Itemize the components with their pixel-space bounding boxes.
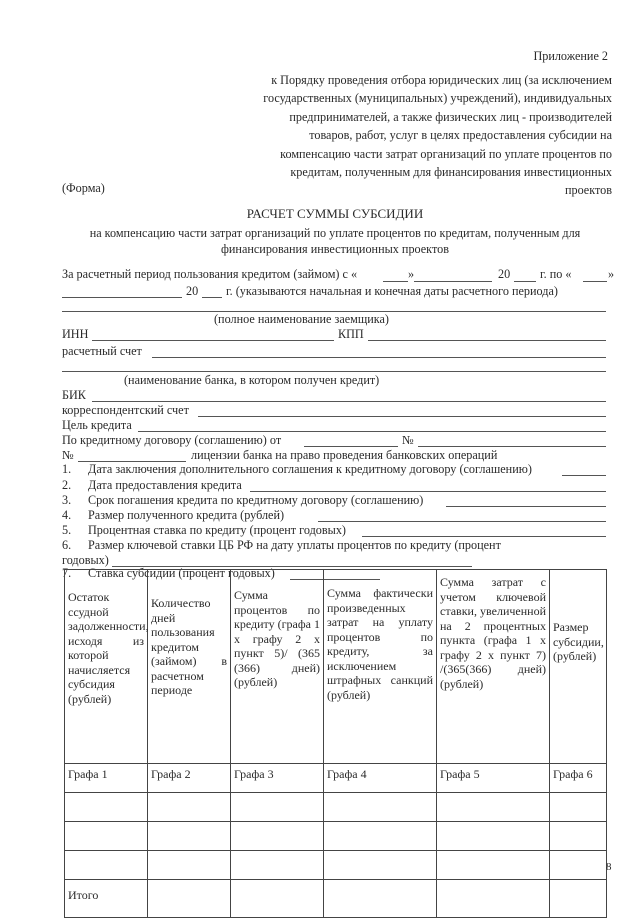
- bik-label: БИК: [62, 388, 86, 402]
- period-day-blank[interactable]: [383, 281, 408, 282]
- column-number: Графа 1: [65, 764, 148, 793]
- table-row: [65, 793, 607, 822]
- table-cell[interactable]: [148, 822, 231, 851]
- quote-close: »: [408, 267, 415, 281]
- item-text: Размер полученного кредита (рублей): [88, 508, 285, 522]
- table-row: [65, 822, 607, 851]
- table-cell[interactable]: [231, 822, 324, 851]
- bank-caption: (наименование банка, в котором получен кредит): [124, 373, 380, 387]
- contract-label: По кредитному договору (соглашению) от: [62, 433, 282, 447]
- appendix-line: товаров, работ, услуг в целях предоставления субсидии на: [309, 128, 612, 143]
- appendix-line: к Порядку проведения отбора юридических лиц (за исключением: [271, 73, 612, 87]
- item-field[interactable]: [250, 491, 606, 492]
- license-label: лицензии банка на право проведения банковских операций: [191, 448, 498, 462]
- subtitle-line-1: на компенсацию части затрат организаций по уплате процентов по кредитам, полученным для: [89, 226, 581, 240]
- item-text-cont: годовых): [62, 553, 109, 567]
- borrower-caption: (полное наименование заемщика): [214, 312, 389, 326]
- account-label: расчетный счет: [62, 344, 142, 358]
- item-num: 5.: [62, 523, 72, 537]
- page-title: РАСЧЕТ СУММЫ СУБСИДИИ: [246, 206, 424, 221]
- table-cell[interactable]: [324, 880, 437, 918]
- corr-account-label: корреспондентский счет: [62, 403, 189, 417]
- appendix-text: [263, 71, 612, 200]
- item-field[interactable]: [362, 536, 606, 537]
- table-cell[interactable]: [550, 880, 607, 918]
- column-number: Графа 6: [550, 764, 607, 793]
- kpp-field[interactable]: [368, 340, 606, 341]
- inn-label: ИНН: [62, 327, 89, 341]
- kpp-label: КПП: [338, 327, 364, 341]
- total-label: Итого: [65, 880, 148, 918]
- year-prefix: 20: [498, 267, 511, 281]
- header-cell: Остаток ссудной задолженности, исходя из которой начисляется субсидия (рублей): [65, 570, 148, 764]
- header-cell: Количество дней пользования кредитом (займом) в расчетном периоде: [148, 570, 231, 764]
- appendix-line: государственных (муниципальных) учреждений), индивидуальных: [263, 91, 612, 106]
- period-year-blank[interactable]: [514, 281, 536, 282]
- item-num: 6.: [62, 538, 72, 552]
- item-text: Дата заключения дополнительного соглашения к кредитному договору (соглашению): [88, 462, 532, 476]
- period-label: За расчетный период пользования кредитом (займом) с «: [62, 267, 358, 281]
- period-month-blank[interactable]: [414, 281, 492, 282]
- item-text: Дата предоставления кредита: [88, 478, 242, 492]
- item-field[interactable]: [562, 475, 606, 476]
- item-num: 1.: [62, 462, 72, 476]
- table-cell[interactable]: [550, 851, 607, 880]
- item-field[interactable]: [446, 506, 606, 507]
- column-number: Графа 3: [231, 764, 324, 793]
- table-cell[interactable]: [65, 822, 148, 851]
- appendix-line: предпринимателей, а также физических лиц - производителей: [289, 109, 612, 124]
- subsidy-table: [62, 566, 607, 918]
- contract-number-field[interactable]: [418, 446, 606, 447]
- subtitle-line-2: финансирования инвестиционных проектов: [221, 242, 449, 256]
- item-num: 7.: [62, 566, 72, 580]
- table-cell[interactable]: [148, 880, 231, 918]
- item-num: 2.: [62, 478, 72, 492]
- contract-date-field[interactable]: [304, 446, 398, 447]
- item-num: 4.: [62, 508, 72, 522]
- contract-number-sign: №: [402, 433, 414, 447]
- year-prefix: 20: [186, 284, 199, 298]
- column-number: Графа 4: [324, 764, 437, 793]
- item-num: 3.: [62, 493, 72, 507]
- item-field[interactable]: [318, 521, 606, 522]
- table-cell[interactable]: [231, 880, 324, 918]
- column-numbers-row: [65, 764, 607, 793]
- appendix-line: компенсацию части затрат организаций по уплате процентов по: [280, 146, 612, 161]
- table-cell[interactable]: [324, 822, 437, 851]
- column-number: Графа 5: [437, 764, 550, 793]
- header-cell: Сумма фактически произведенных затрат на уплату процентов по кредиту, за исключением штрафных санкций (рублей): [324, 570, 437, 764]
- total-row: [65, 880, 607, 918]
- item-text: Срок погашения кредита по кредитному договору (соглашению): [88, 493, 424, 507]
- header-cell: Сумма затрат с учетом ключевой ставки, увеличенной на 2 процентных пункта (графа 1 x графу 2 x пункт 7) /(365(366) дней) (рублей): [437, 570, 550, 764]
- inn-field[interactable]: [92, 340, 334, 341]
- table-cell[interactable]: [550, 793, 607, 822]
- table-cell[interactable]: [437, 822, 550, 851]
- column-number: Графа 2: [148, 764, 231, 793]
- period-end-month-blank[interactable]: [62, 297, 182, 298]
- account-field[interactable]: [152, 357, 606, 358]
- appendix-line: кредитам, полученным для финансирования инвестиционных: [290, 165, 612, 180]
- table-cell[interactable]: [65, 851, 148, 880]
- period-end-year-blank[interactable]: [202, 297, 222, 298]
- table-cell[interactable]: [148, 793, 231, 822]
- period-to: г. по «: [540, 267, 572, 281]
- table-cell[interactable]: [324, 793, 437, 822]
- license-number-sign: №: [62, 448, 74, 462]
- header-row: [65, 570, 607, 764]
- bik-field[interactable]: [92, 401, 606, 402]
- table-cell[interactable]: [65, 793, 148, 822]
- header-cell: Размер субсидии, (рублей): [550, 570, 607, 764]
- purpose-field[interactable]: [138, 431, 606, 432]
- appendix-line: проектов: [564, 183, 612, 198]
- table-row: [65, 851, 607, 880]
- quote-close: »: [608, 267, 615, 281]
- page-number: 8: [606, 861, 612, 873]
- corr-account-field[interactable]: [198, 416, 606, 417]
- table-cell[interactable]: [148, 851, 231, 880]
- purpose-label: Цель кредита: [62, 418, 132, 432]
- header-cell: Сумма процентов по кредиту (графа 1 x графу 2 x пункт 5)/ (365 (366) дней) (рублей): [231, 570, 324, 764]
- form-label: (Форма): [62, 181, 105, 195]
- table-cell[interactable]: [437, 851, 550, 880]
- period-end-day-blank[interactable]: [583, 281, 607, 282]
- table-cell[interactable]: [231, 851, 324, 880]
- appendix-title: Приложение 2: [533, 49, 608, 63]
- item-text: Процентная ставка по кредиту (процент годовых): [88, 523, 346, 537]
- item-text: Размер ключевой ставки ЦБ РФ на дату уплаты процентов по кредиту (процент: [88, 538, 501, 552]
- table-cell[interactable]: [550, 822, 607, 851]
- table-cell[interactable]: [437, 880, 550, 918]
- bank-name-blank[interactable]: [62, 371, 606, 372]
- table-cell[interactable]: [324, 851, 437, 880]
- period-note: г. (указываются начальная и конечная даты расчетного периода): [226, 284, 558, 298]
- table-cell[interactable]: [231, 793, 324, 822]
- item-text: Ставка субсидии (процент годовых): [88, 566, 275, 580]
- table-cell[interactable]: [437, 793, 550, 822]
